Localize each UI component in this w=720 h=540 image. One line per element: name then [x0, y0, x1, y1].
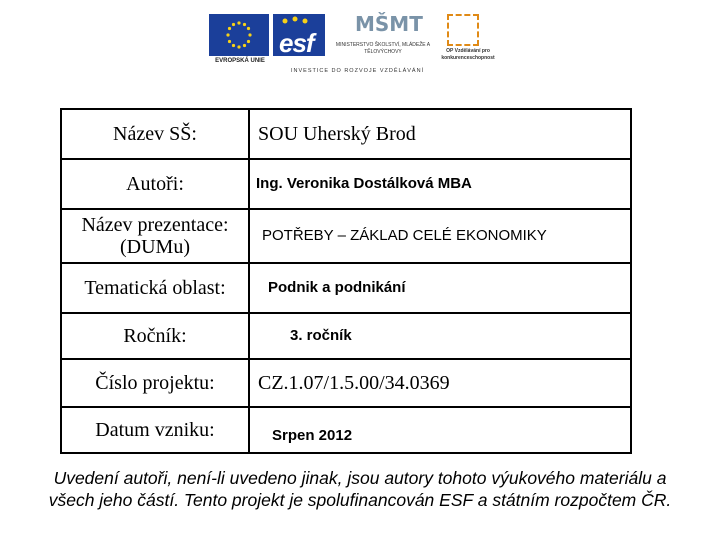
op-logo [433, 12, 499, 62]
row-value-school: SOU Uherský Brod [258, 122, 416, 145]
project-info-table [60, 108, 632, 454]
msmt-logo-caption: MINISTERSTVO ŠKOLSTVÍ, MLÁDEŽE A TĚLOVÝCHOVY [335, 42, 431, 55]
msmt-logo [335, 12, 431, 62]
row-value-grade: 3. ročník [290, 327, 352, 344]
row-label-presentation: Název prezentace: (DUMu) [61, 209, 249, 263]
row-value-project-number: CZ.1.07/1.5.00/34.0369 [258, 371, 450, 394]
table-row [61, 109, 631, 159]
copyright-note-line-1: Uvedení autoři, není-li uvedeno jinak, jsou autory tohoto výukového materiálu a [53, 468, 667, 488]
copyright-note-line-2: všech jeho částí. Tento projekt je spolufinancován ESF a státním rozpočtem ČR. [48, 490, 672, 510]
op-logo-caption: OP Vzdělávání pro konkurenceschopnost [441, 48, 495, 61]
table-row [61, 407, 631, 453]
eu-flag-logo [209, 14, 269, 56]
row-label-date: Datum vzniku: [61, 407, 249, 453]
op-logo-mark [447, 14, 479, 46]
table-row [61, 263, 631, 313]
eu-logo-caption: EVROPSKÁ UNIE [215, 58, 265, 64]
table-row [61, 313, 631, 359]
row-value-date: Srpen 2012 [272, 427, 353, 444]
row-label-topic: Tematická oblast: [61, 263, 249, 313]
row-value-topic: Podnik a podnikání [268, 279, 406, 296]
logo-bar-caption: INVESTICE DO ROZVOJE VZDĚLÁVÁNÍ [291, 68, 425, 74]
logo-bar [205, 10, 505, 80]
row-value-authors: Ing. Veronika Dostálková MBA [256, 175, 472, 192]
eu-stars-icon [209, 14, 269, 56]
row-label-school: Název SŠ: [61, 109, 249, 159]
table-row [61, 359, 631, 407]
table-row [61, 209, 631, 263]
msmt-logo-mark: MŠMT [355, 12, 423, 36]
table-row [61, 159, 631, 209]
row-label-authors: Autoři: [61, 159, 249, 209]
row-label-grade: Ročník: [61, 313, 249, 359]
row-label-project-number: Číslo projektu: [61, 359, 249, 407]
copyright-note [10, 467, 710, 511]
esf-logo-text: esf [279, 28, 314, 58]
esf-logo [273, 14, 325, 56]
row-value-presentation: POTŘEBY – ZÁKLAD CELÉ EKONOMIKY [262, 227, 547, 244]
